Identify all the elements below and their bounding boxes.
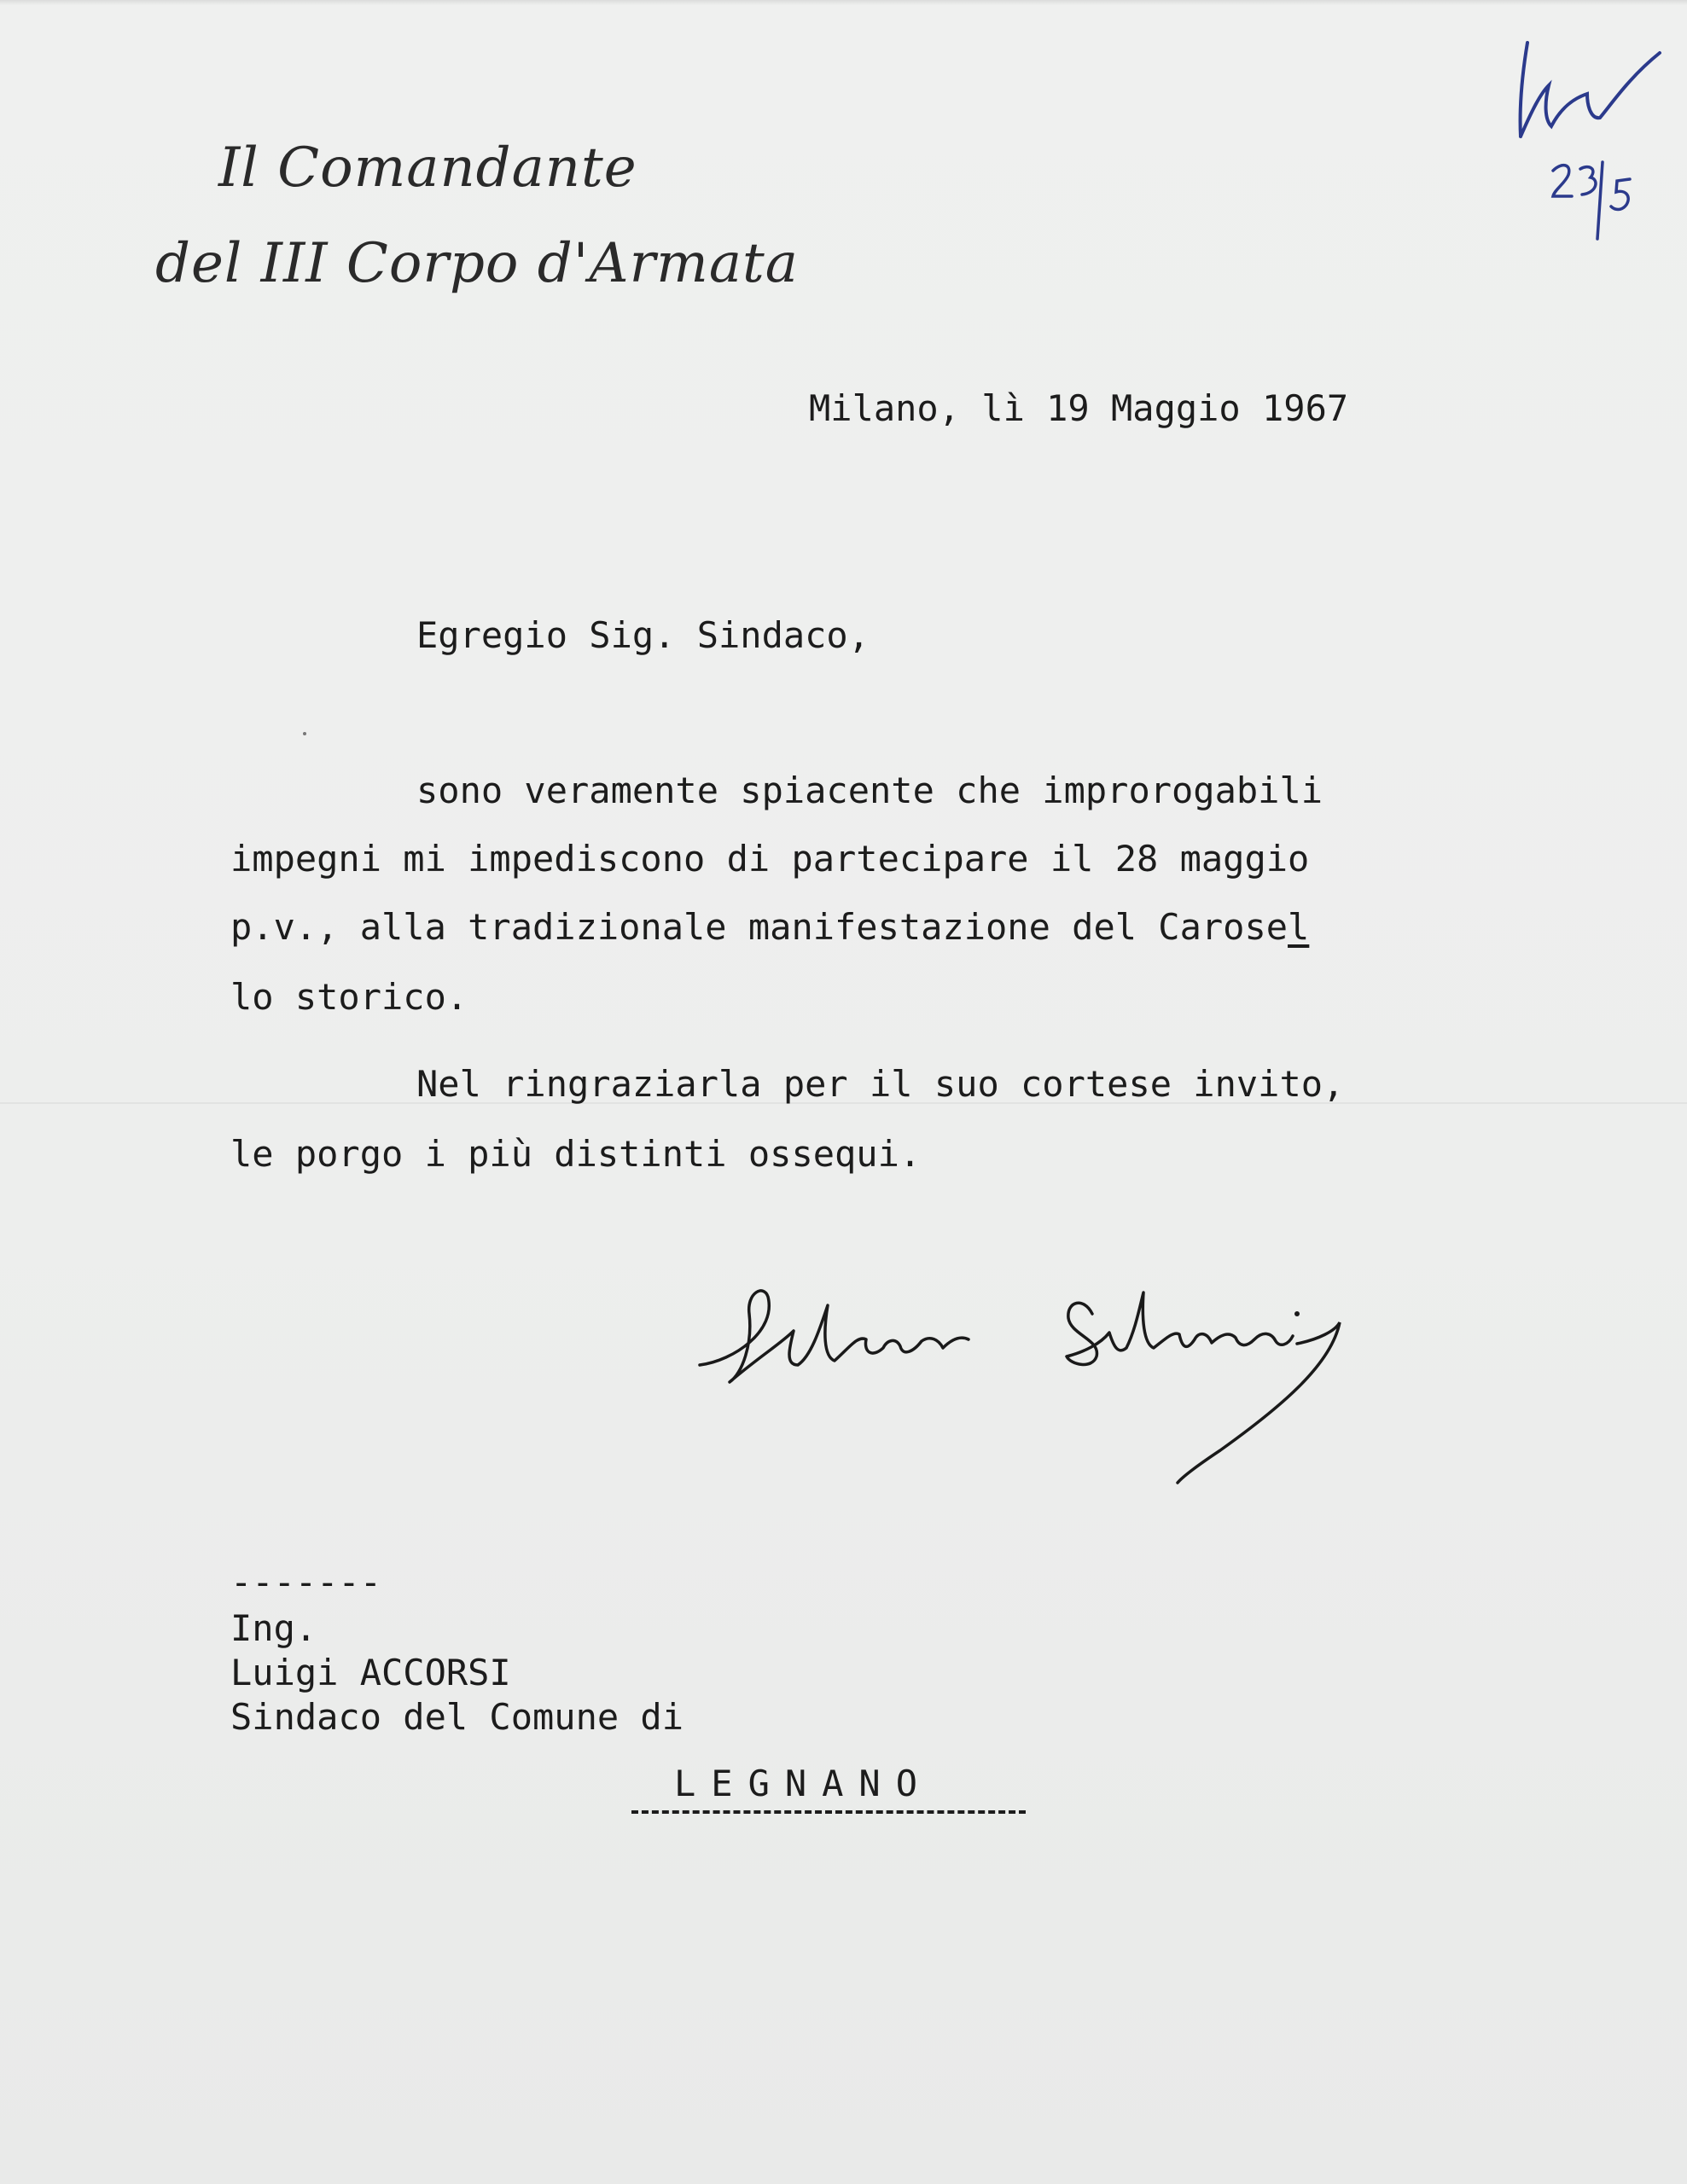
paper-top-edge <box>0 0 1687 5</box>
recipient-name: Luigi ACCORSI <box>230 1652 511 1693</box>
annotation-digit-5 <box>1611 179 1630 210</box>
annotation-initials-stroke <box>1521 43 1660 136</box>
salutation: Egregio Sig. Sindaco, <box>416 614 870 656</box>
recipient-city: LEGNANO <box>674 1763 934 1804</box>
signature-first-name-stroke <box>700 1291 969 1382</box>
annotation-digit-2 <box>1553 166 1572 196</box>
recipient-title: Ing. <box>230 1607 317 1649</box>
annotation-digit-3 <box>1580 167 1596 195</box>
body-line-3-underlined-letter: l <box>1288 906 1310 948</box>
signature-i-dot <box>1294 1311 1300 1316</box>
body-paragraph-2-line-2: le porgo i più distinti ossequi. <box>230 1133 922 1175</box>
body-paragraph-1-line-4: lo storico. <box>230 976 468 1018</box>
annotation-slash <box>1597 162 1603 239</box>
letter-date: Milano, lì 19 Maggio 1967 <box>809 387 1349 429</box>
letterhead-line-1: Il Comandante <box>218 136 637 200</box>
recipient-role: Sindaco del Comune di <box>230 1696 684 1738</box>
body-paragraph-1-line-3 <box>230 906 1310 948</box>
body-line-3-text: p.v., alla tradizionale manifestazione del Carose <box>230 906 1289 948</box>
recipient-separator: ------- <box>230 1561 382 1603</box>
handwritten-annotation <box>1502 34 1672 256</box>
body-paragraph-1-line-2: impegni mi impediscono di partecipare il 28 maggio <box>230 838 1310 880</box>
body-paragraph-1-line-1: sono veramente spiacente che improrogabili <box>416 770 1323 811</box>
recipient-city-underline <box>631 1810 1026 1814</box>
handwritten-signature <box>683 1280 1451 1502</box>
signature-last-name-stroke <box>1067 1292 1293 1364</box>
paper-speck <box>303 732 306 735</box>
signature-flourish-stroke <box>1178 1322 1340 1483</box>
letterhead-line-2: del III Corpo d'Armata <box>155 232 799 295</box>
body-paragraph-2-line-1: Nel ringraziarla per il suo cortese invito, <box>416 1063 1345 1105</box>
